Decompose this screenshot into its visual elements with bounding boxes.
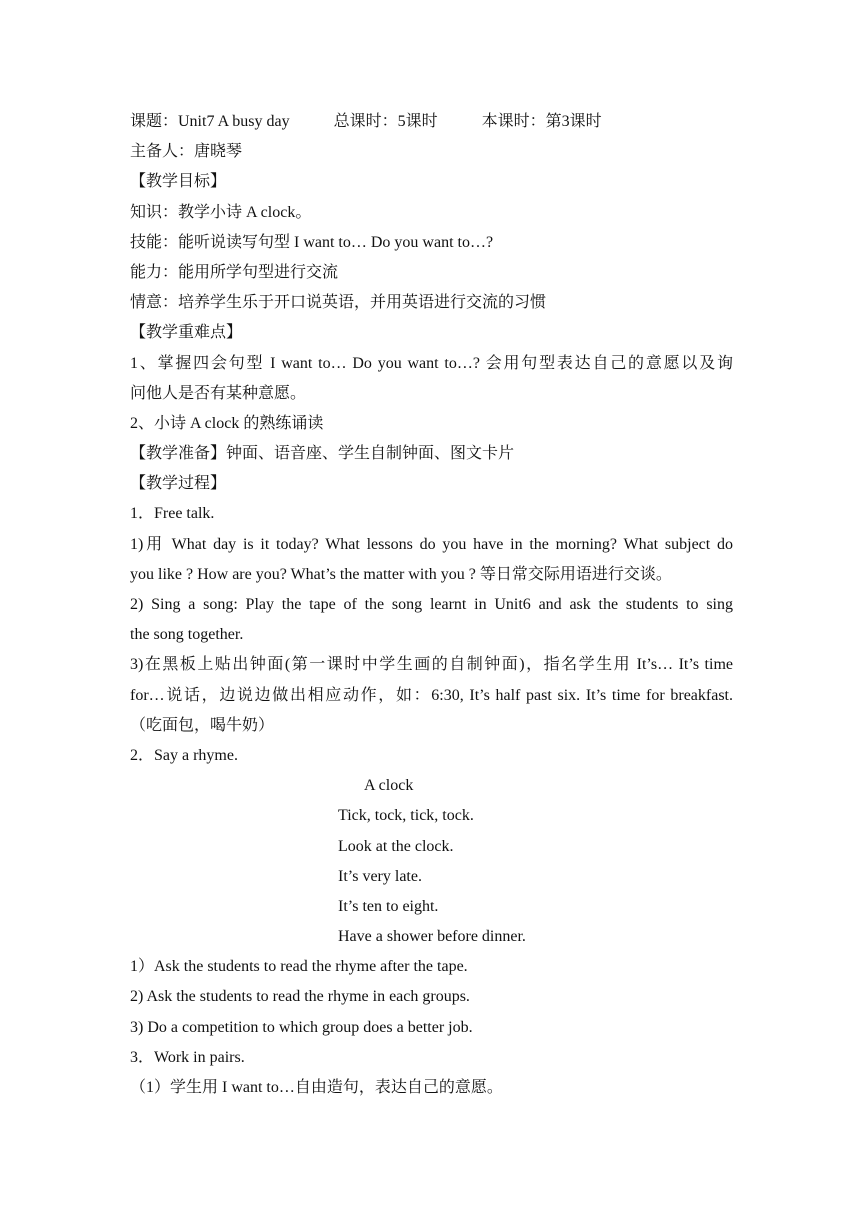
this-lesson: 本课时：第3课时 (481, 113, 602, 130)
header-row (130, 107, 733, 137)
step-3-1: （1）学生用 I want to…自由造句，表达自己的意愿。 (130, 1079, 503, 1096)
objective-skills: 技能：能听说读写句型 I want to… Do you want to…? (130, 233, 494, 251)
rhyme-line: It’s very late. (338, 867, 422, 885)
step-1-3-line-1: 3)在黑板上贴出钟面(第一课时中学生画的自制钟面)，指名学生用 It’s… It’s time (130, 656, 733, 674)
step-2-3: 3) Do a competition to which group does a better job. (130, 1018, 473, 1036)
step-1-1-line-1: 1)用 What day is it today? What lessons do you have in the morning? What subject do (130, 535, 733, 553)
preparer: 主备人：唐晓琴 (130, 143, 243, 161)
preparation: 【教学准备】钟面、语音座、学生自制钟面、图文卡片 (130, 445, 515, 463)
objectives-heading: 【教学目标】 (130, 173, 227, 191)
rhyme-line: It’s ten to eight. (338, 897, 439, 915)
key-points-heading: 【教学重难点】 (130, 324, 243, 342)
rhyme-title: A clock (364, 777, 414, 795)
objective-emotion: 情意：培养学生乐于开口说英语，并用英语进行交流的习惯 (130, 294, 547, 312)
key-point-1-line-2: 问他人是否有某种意愿。 (130, 384, 307, 402)
lesson-plan-body (130, 107, 733, 1103)
total-hours: 总课时：5课时 (333, 113, 438, 130)
step-1-2-line-1: 2) Sing a song: Play the tape of the song learnt in Unit6 and ask the students to sing (130, 596, 733, 613)
step-2-2: 2) Ask the students to read the rhyme in each groups. (130, 988, 470, 1006)
step-1-3-line-2: for…说话，边说边做出相应动作，如：6:30, It’s half past six. It’s time for breakfast. (130, 686, 733, 704)
rhyme-line: Tick, tock, tick, tock. (338, 807, 474, 825)
step-2-1: 1）Ask the students to read the rhyme after the tape. (130, 958, 468, 976)
key-point-1-line-1: 1、掌握四会句型 I want to… Do you want to…? 会用句型表达自己的意愿以及询 (130, 354, 733, 372)
step-3-title: 3．Work in pairs. (130, 1048, 245, 1066)
step-1-1-line-2: you like ? How are you? What’s the matter with you ? 等日常交际用语进行交谈。 (130, 565, 672, 583)
step-2-title: 2．Say a rhyme. (130, 746, 238, 764)
step-1-3-line-3: （吃面包，喝牛奶） (130, 716, 275, 734)
lesson-topic: 课题：Unit7 A busy day (130, 113, 290, 130)
step-1-2-line-2: the song together. (130, 626, 244, 644)
rhyme-block (130, 771, 733, 952)
process-heading: 【教学过程】 (130, 475, 227, 493)
rhyme-line: Look at the clock. (338, 837, 454, 855)
step-1-title: 1．Free talk. (130, 505, 215, 523)
rhyme-line: Have a shower before dinner. (338, 928, 526, 946)
objective-knowledge: 知识：教学小诗 A clock。 (130, 203, 312, 221)
key-point-2: 2、小诗 A clock 的熟练诵读 (130, 414, 324, 432)
objective-ability: 能力：能用所学句型进行交流 (130, 263, 339, 281)
